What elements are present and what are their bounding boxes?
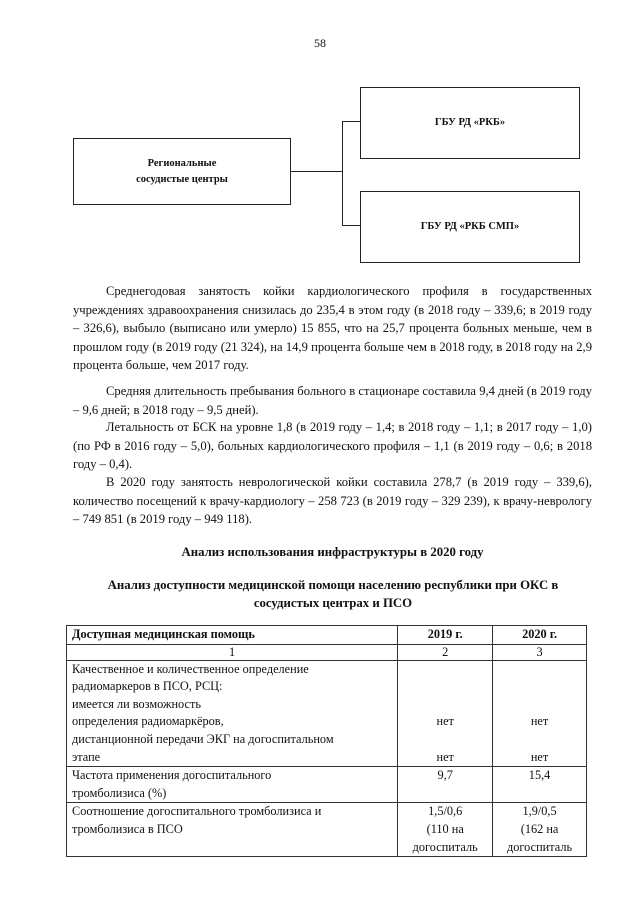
rkb-box (360, 87, 580, 159)
regional-centers-box (73, 138, 291, 205)
col-number-2: 2 (398, 644, 493, 660)
connector-bottom (342, 225, 360, 226)
header-2020: 2020 г. (493, 626, 587, 645)
row2-2020: 15,4 (493, 767, 587, 803)
row3-2020: 1,9/0,5 (162 на догоспиталь (493, 803, 587, 857)
row2-label: Частота применения догоспитального тромболизиса (%) (67, 767, 398, 803)
row2-2019: 9,7 (398, 767, 493, 803)
rkb-smp-label: ГБУ РД «РКБ СМП» (420, 221, 520, 233)
table-header-row (67, 626, 587, 645)
row1-2020: нет нет (493, 660, 587, 767)
left-box-line-1: Региональные (147, 158, 217, 170)
availability-table (66, 625, 587, 857)
connector-vertical (342, 121, 343, 226)
paragraph-mortality: Летальность от БСК на уровне 1,8 (в 2019 году – 1,4; в 2018 году – 1,1; в 2017 году – 1,0) (по РФ в 2016 году – 5,0), больных кардиологического профиля – 1,1 (в 2019 году – 0,6; в 2018 году – 0,4). (73, 420, 592, 472)
connector-top (342, 121, 360, 122)
row3-2019: 1,5/0,6 (110 на догоспиталь (398, 803, 493, 857)
row1-label: Качественное и количественное определение радиомаркеров в ПСО, РСЦ: имеется ли возможность определения радиомаркёров, дистанционной передачи ЭКГ на догоспитальном этапе (67, 660, 398, 767)
section-heading: Анализ использования инфраструктуры в 2020 году (181, 545, 484, 559)
rkb-smp-box (360, 191, 580, 263)
paragraph-stay-duration: Средняя длительность пребывания больного в стационаре составила 9,4 дней (в 2019 году – 9,6 дней; в 2018 году – 9,5 дней). (73, 384, 592, 417)
col-number-1: 1 (67, 644, 398, 660)
paragraph-neurology: В 2020 году занятость неврологической койки составила 278,7 (в 2019 году – 339,6), количество посещений к врачу-кардиологу – 258 723 (в 2019 году – 329 239), к врачу-неврологу – 749 851 (в 2019 году – 949 118). (73, 475, 592, 527)
page-number: 58 (314, 36, 326, 50)
col-number-3: 3 (493, 644, 587, 660)
table-row (67, 767, 587, 803)
table-number-row (67, 644, 587, 660)
row3-label: Соотношение догоспитального тромболизиса и тромболизиса в ПСО (67, 803, 398, 857)
connector-horizontal (290, 171, 343, 172)
row1-2019: нет нет (398, 660, 493, 767)
paragraph-bed-occupancy: Среднегодовая занятость койки кардиологического профиля в государственных учреждениях здравоохранения снизилась до 235,4 в этом году (в 2018 году – 339,6; в 2019 году – 326,6), выбыло (выписано или умерло) 15 855, что на 25,7 процента больных меньше, чем в прошлом году (в 2019 году (21 324), на 14,9 процента больше чем в 2018 году, в 2018 году на 2,9 процента больше, чем 2017 году. (73, 284, 592, 373)
table-row (67, 803, 587, 857)
table-row (67, 660, 587, 767)
table-heading: Анализ доступности медицинской помощи населению республики при ОКС в сосудистых центрах и ПСО (107, 578, 559, 610)
left-box-line-2: сосудистые центры (136, 173, 228, 185)
header-2019: 2019 г. (398, 626, 493, 645)
header-care: Доступная медицинская помощь (67, 626, 398, 645)
rkb-label: ГБУ РД «РКБ» (434, 117, 506, 129)
